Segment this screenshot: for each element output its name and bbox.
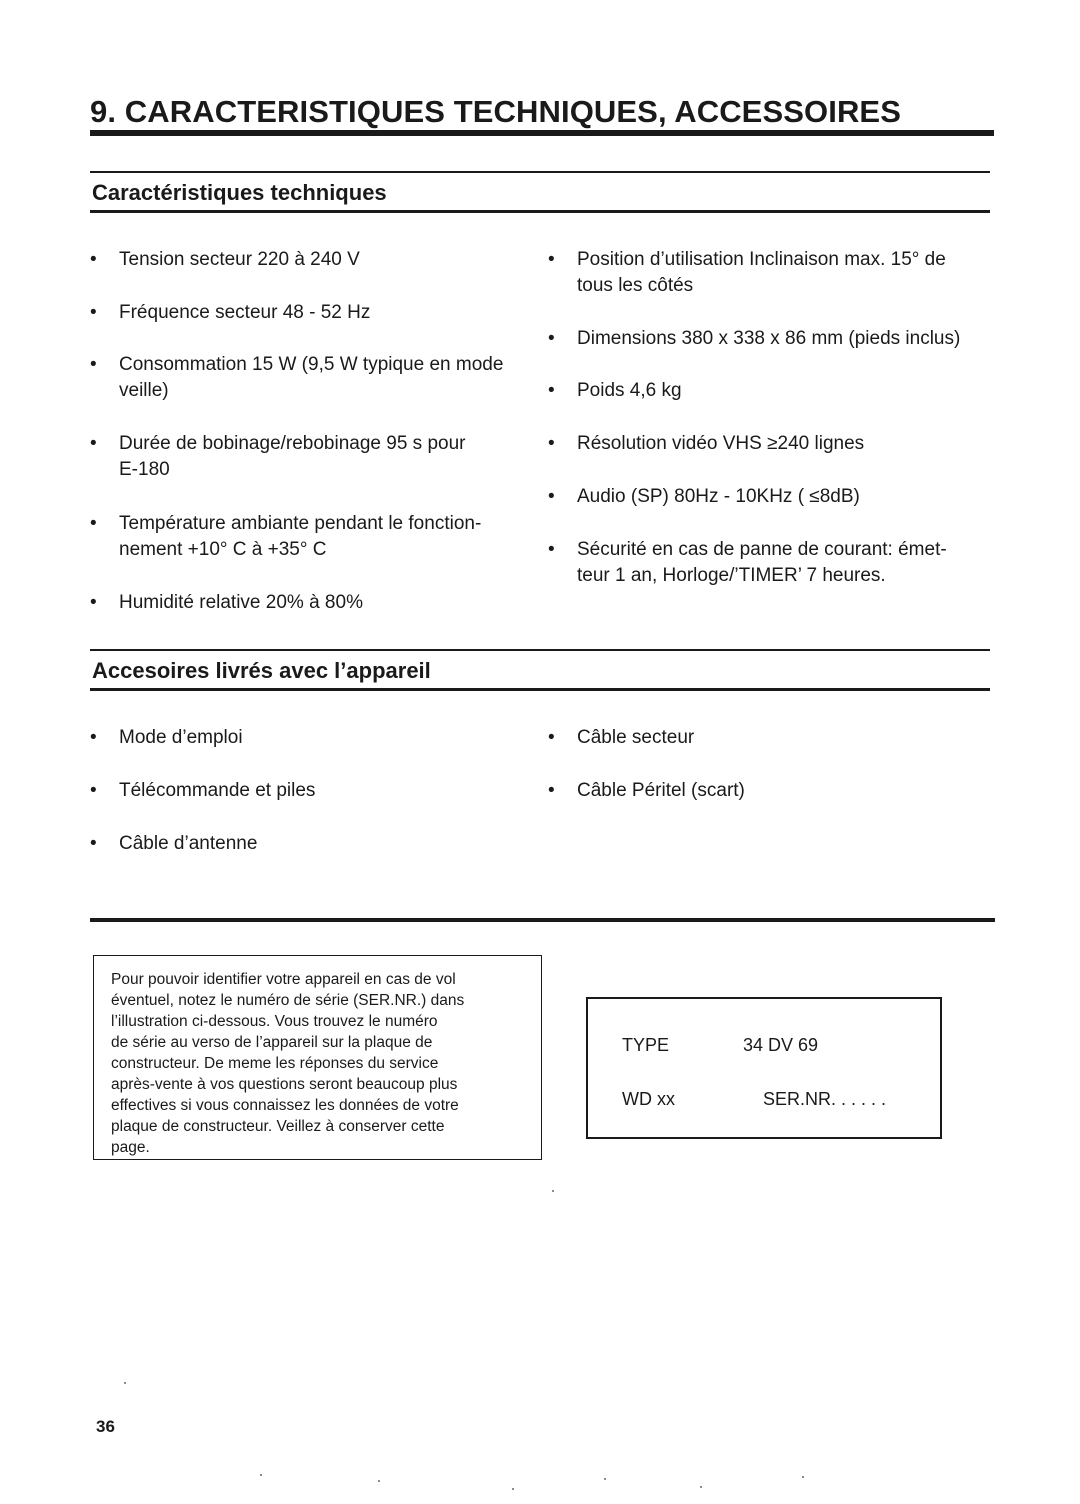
accessory-label: Mode d’emploi bbox=[119, 727, 243, 748]
notice-line: page. bbox=[111, 1139, 150, 1156]
type-value: 34 DV 69 bbox=[743, 1035, 819, 1055]
spec-line: teur 1 an, Horloge/’TIMER’ 7 heures. bbox=[577, 565, 886, 586]
specs-heading: Caractéristiques techniques bbox=[92, 180, 387, 205]
notice-line: effectives si vous connaissez les données de votre bbox=[111, 1097, 459, 1114]
spec-line: Durée de bobinage/rebobinage 95 s pour bbox=[119, 433, 466, 454]
accessory-label: Câble d’antenne bbox=[119, 833, 258, 854]
specs-bottom-rule bbox=[90, 210, 990, 213]
spec-line: Température ambiante pendant le fonction- bbox=[119, 513, 482, 534]
spec-item bbox=[90, 300, 370, 326]
spec-line: Tension secteur 220 à 240 V bbox=[119, 249, 360, 270]
accessory-item bbox=[548, 778, 745, 804]
scan-speck bbox=[512, 1488, 514, 1490]
spec-line: Dimensions 380 x 338 x 86 mm (pieds inclus) bbox=[577, 328, 961, 349]
scan-speck bbox=[378, 1480, 380, 1482]
spec-item bbox=[548, 484, 860, 510]
spec-item bbox=[90, 590, 363, 616]
spec-line: Position d’utilisation Inclinaison max. 15° de bbox=[577, 249, 946, 270]
type-label: TYPE bbox=[622, 1035, 670, 1055]
accessory-label: Télécommande et piles bbox=[119, 780, 316, 801]
accessory-label: Câble Péritel (scart) bbox=[577, 780, 745, 801]
notice-line: éventuel, notez le numéro de série (SER.NR.) dans bbox=[111, 992, 465, 1009]
spec-item bbox=[548, 431, 864, 457]
spec-line: tous les côtés bbox=[577, 275, 694, 296]
accessory-item bbox=[548, 725, 694, 751]
serial-number-notice bbox=[93, 955, 542, 1160]
specs-top-rule bbox=[90, 171, 990, 173]
type-plate bbox=[586, 997, 942, 1139]
spec-line: veille) bbox=[119, 380, 169, 401]
spec-item bbox=[548, 247, 946, 299]
spec-item bbox=[548, 326, 960, 352]
notice-top-rule bbox=[90, 918, 995, 922]
notice-line: Pour pouvoir identifier votre appareil en cas de vol bbox=[111, 971, 456, 988]
page-number: 36 bbox=[96, 1417, 115, 1436]
notice-line: après-vente à vos questions seront beaucoup plus bbox=[111, 1076, 458, 1093]
spec-item bbox=[548, 537, 947, 589]
spec-line: Consommation 15 W (9,5 W typique en mode bbox=[119, 354, 504, 375]
scan-speck bbox=[700, 1486, 702, 1488]
spec-line: Audio (SP) 80Hz - 10KHz ( ≤8dB) bbox=[577, 486, 860, 507]
accessories-bottom-rule bbox=[90, 688, 990, 691]
notice-line: l’illustration ci-dessous. Vous trouvez le numéro bbox=[111, 1013, 438, 1030]
spec-item bbox=[90, 247, 360, 273]
accessories-heading: Accesoires livrés avec l’appareil bbox=[92, 658, 431, 683]
accessory-item bbox=[90, 778, 315, 804]
spec-line: nement +10° C à +35° C bbox=[119, 539, 327, 560]
spec-line: Poids 4,6 kg bbox=[577, 380, 682, 401]
scan-speck bbox=[124, 1382, 126, 1384]
accessory-item bbox=[90, 725, 243, 751]
scan-speck bbox=[260, 1474, 262, 1476]
chapter-title: 9. CARACTERISTIQUES TECHNIQUES, ACCESSOIRES bbox=[90, 94, 901, 129]
scan-speck bbox=[604, 1478, 606, 1480]
scan-speck bbox=[552, 1190, 554, 1192]
spec-item bbox=[90, 431, 466, 483]
wd-label: WD xx bbox=[622, 1089, 675, 1109]
accessory-label: Câble secteur bbox=[577, 727, 695, 748]
notice-line: plaque de constructeur. Veillez à conserver cette bbox=[111, 1118, 445, 1135]
notice-line: de série au verso de l’appareil sur la plaque de bbox=[111, 1034, 433, 1051]
accessories-top-rule bbox=[90, 649, 990, 651]
spec-item bbox=[90, 352, 503, 404]
spec-item bbox=[548, 378, 682, 404]
chapter-rule bbox=[90, 130, 994, 136]
spec-line: Humidité relative 20% à 80% bbox=[119, 592, 363, 613]
scan-speck bbox=[802, 1476, 804, 1478]
spec-line: Fréquence secteur 48 - 52 Hz bbox=[119, 302, 371, 323]
spec-item bbox=[90, 511, 481, 563]
serial-number-label: SER.NR. . . . . . bbox=[763, 1089, 887, 1109]
notice-line: constructeur. De meme les réponses du service bbox=[111, 1055, 439, 1072]
spec-line: Résolution vidéo VHS ≥240 lignes bbox=[577, 433, 865, 454]
spec-line: E-180 bbox=[119, 459, 170, 480]
spec-line: Sécurité en cas de panne de courant: émet- bbox=[577, 539, 947, 560]
accessory-item bbox=[90, 831, 257, 857]
